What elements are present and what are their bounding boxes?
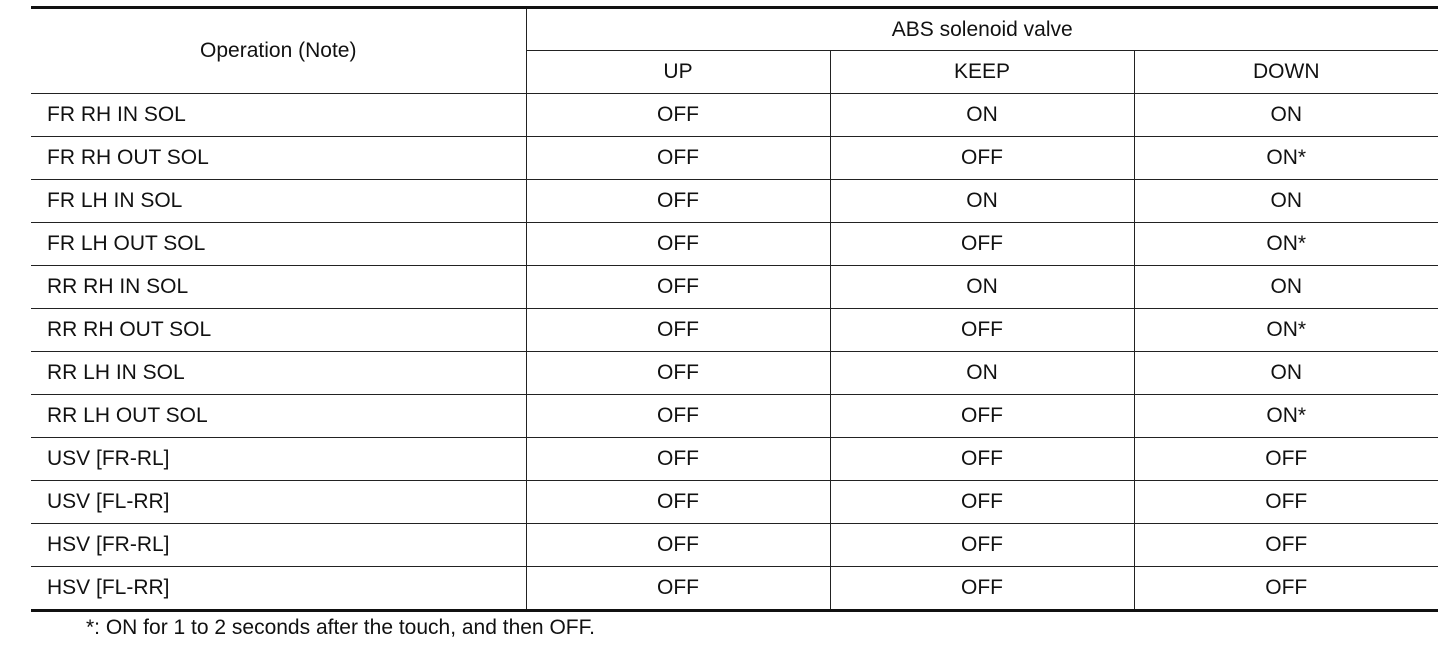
cell-down: OFF: [1134, 524, 1438, 567]
cell-keep: OFF: [830, 567, 1134, 611]
cell-down: ON*: [1134, 309, 1438, 352]
table-row: [31, 180, 1438, 223]
cell-up: OFF: [526, 223, 830, 266]
header-row-group: [31, 8, 1438, 51]
cell-operation: FR LH OUT SOL: [31, 223, 526, 266]
cell-keep: ON: [830, 94, 1134, 137]
table-row: [31, 567, 1438, 611]
cell-up: OFF: [526, 266, 830, 309]
cell-keep: ON: [830, 180, 1134, 223]
cell-keep: OFF: [830, 438, 1134, 481]
cell-up: OFF: [526, 352, 830, 395]
cell-keep: OFF: [830, 524, 1134, 567]
cell-keep: ON: [830, 352, 1134, 395]
table-container: [31, 6, 1438, 612]
header-down: DOWN: [1134, 51, 1438, 94]
cell-operation: FR RH OUT SOL: [31, 137, 526, 180]
cell-operation: RR RH OUT SOL: [31, 309, 526, 352]
header-keep: KEEP: [830, 51, 1134, 94]
cell-operation: USV [FR-RL]: [31, 438, 526, 481]
cell-up: OFF: [526, 438, 830, 481]
table-row: [31, 223, 1438, 266]
header-operation: Operation (Note): [31, 8, 526, 94]
table-row: [31, 352, 1438, 395]
cell-down: ON*: [1134, 395, 1438, 438]
table-row: [31, 524, 1438, 567]
cell-keep: OFF: [830, 223, 1134, 266]
cell-down: ON*: [1134, 137, 1438, 180]
table-row: [31, 438, 1438, 481]
cell-up: OFF: [526, 180, 830, 223]
cell-down: ON: [1134, 266, 1438, 309]
cell-down: OFF: [1134, 567, 1438, 611]
header-up: UP: [526, 51, 830, 94]
table-row: [31, 395, 1438, 438]
cell-keep: ON: [830, 266, 1134, 309]
abs-solenoid-table: [31, 6, 1438, 612]
cell-down: ON*: [1134, 223, 1438, 266]
cell-up: OFF: [526, 524, 830, 567]
cell-up: OFF: [526, 395, 830, 438]
table-row: [31, 309, 1438, 352]
table-row: [31, 94, 1438, 137]
cell-down: OFF: [1134, 481, 1438, 524]
cell-up: OFF: [526, 137, 830, 180]
footnote: *: ON for 1 to 2 seconds after the touch, and then OFF.: [86, 616, 595, 639]
cell-operation: FR LH IN SOL: [31, 180, 526, 223]
cell-operation: HSV [FR-RL]: [31, 524, 526, 567]
cell-keep: OFF: [830, 481, 1134, 524]
cell-down: ON: [1134, 94, 1438, 137]
cell-up: OFF: [526, 309, 830, 352]
cell-down: OFF: [1134, 438, 1438, 481]
cell-operation: HSV [FL-RR]: [31, 567, 526, 611]
cell-operation: FR RH IN SOL: [31, 94, 526, 137]
table-row: [31, 266, 1438, 309]
cell-keep: OFF: [830, 395, 1134, 438]
cell-up: OFF: [526, 94, 830, 137]
cell-down: ON: [1134, 180, 1438, 223]
cell-down: ON: [1134, 352, 1438, 395]
table-row: [31, 481, 1438, 524]
header-abs-solenoid-valve: ABS solenoid valve: [526, 8, 1438, 51]
cell-operation: RR LH IN SOL: [31, 352, 526, 395]
cell-operation: RR RH IN SOL: [31, 266, 526, 309]
cell-keep: OFF: [830, 137, 1134, 180]
cell-operation: USV [FL-RR]: [31, 481, 526, 524]
table-row: [31, 137, 1438, 180]
cell-up: OFF: [526, 481, 830, 524]
cell-keep: OFF: [830, 309, 1134, 352]
cell-up: OFF: [526, 567, 830, 611]
cell-operation: RR LH OUT SOL: [31, 395, 526, 438]
